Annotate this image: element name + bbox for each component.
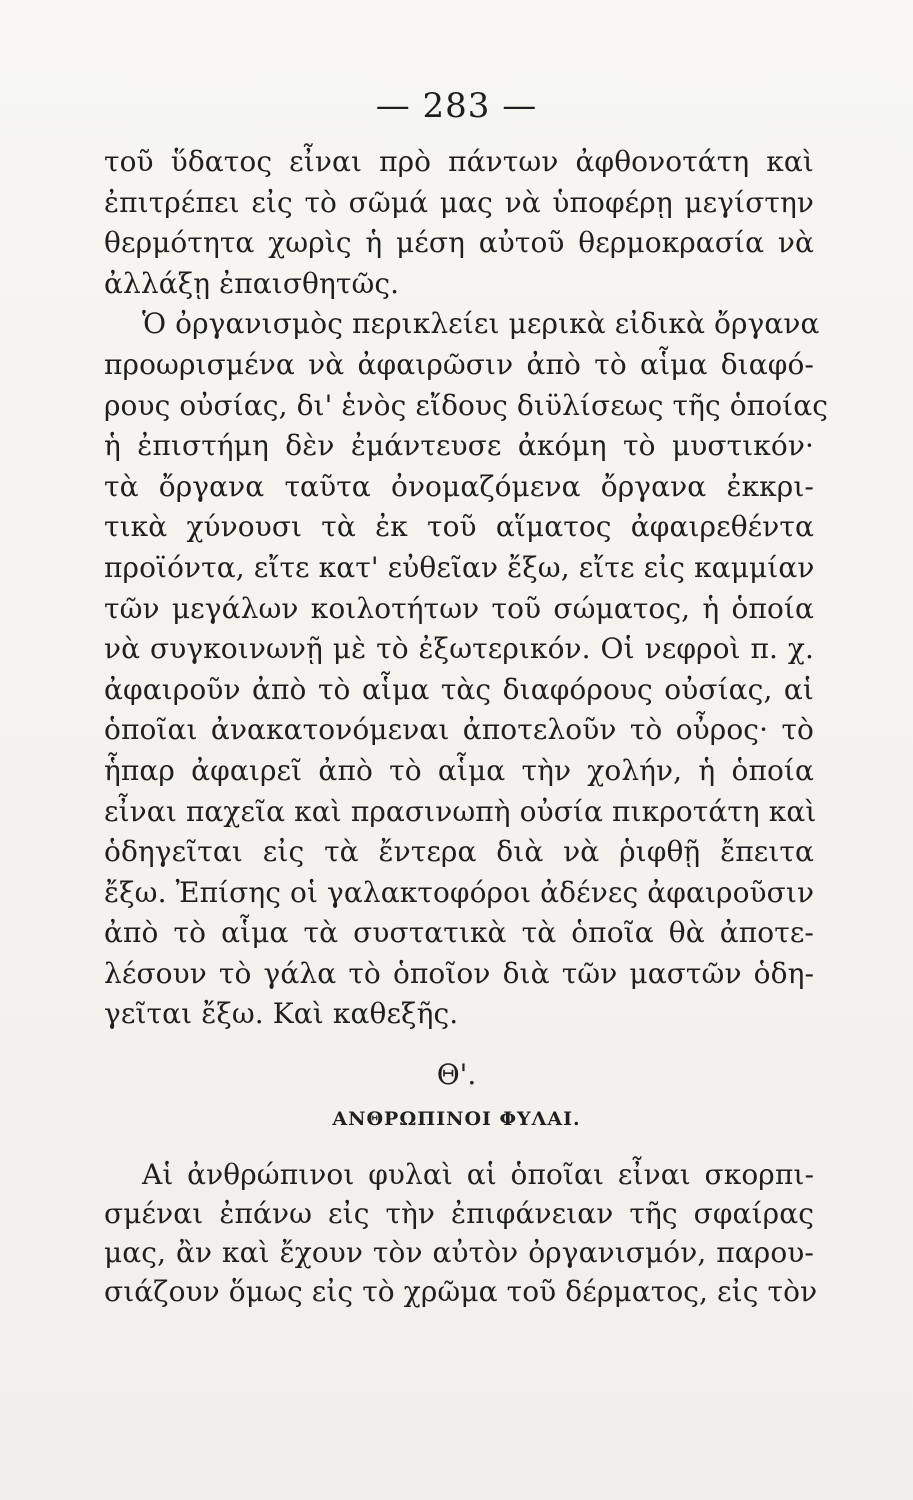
text-line: ἀφαιροῦν ἀπὸ τὸ αἷμα τὰς διαφόρους οὐσίας, αἱ: [104, 672, 814, 706]
text-line: μας, ἂν καὶ ἔχουν τὸν αὐτὸν ὀργανισμόν, παρου-: [104, 1236, 814, 1269]
text-line: εἶναι παχεῖα καὶ πρασινωπὴ οὐσία πικροτάτη καὶ: [104, 794, 817, 828]
text-line: γεῖται ἔξω. Καὶ καθεξῆς.: [104, 997, 459, 1031]
text-line: ἧπαρ ἀφαιρεῖ ἀπὸ τὸ αἷμα τὴν χολήν, ἡ ὁποία: [104, 753, 814, 787]
text-line: ἀλλάξῃ ἐπαισθητῶς.: [104, 266, 400, 300]
text-line: ὁποῖαι ἀνακατονόμεναι ἀποτελοῦν τὸ οὖρος· τὸ: [104, 713, 814, 747]
text-line: σμέναι ἐπάνω εἰς τὴν ἐπιφάνειαν τῆς σφαίρας: [104, 1197, 814, 1230]
text-line: ρους οὐσίας, δι' ἑνὸς εἴδους διϋλίσεως τῆς ὁποίας: [104, 388, 829, 422]
text-line: ἔξω. Ἐπίσης οἱ γαλακτοφόροι ἀδένες ἀφαιροῦσιν: [104, 875, 815, 909]
paragraph-excretory-organs: [104, 304, 829, 1035]
text-line: ὁδηγεῖται εἰς τὰ ἔντερα διὰ νὰ ῥιφθῇ ἔπειτα: [104, 835, 814, 869]
text-line: νὰ συγκοινωνῇ μὲ τὸ ἐξωτερικόν. Οἱ νεφροὶ π. χ.: [104, 632, 814, 666]
page-number: — 283 —: [375, 86, 538, 126]
section-number: Θ'.: [436, 1058, 477, 1091]
text-line: θερμότητα χωρὶς ἡ μέση αὐτοῦ θερμοκρασία νὰ: [104, 226, 814, 260]
text-line: ἀπὸ τὸ αἷμα τὰ συστατικὰ τὰ ὁποῖα θὰ ἀποτε-: [104, 916, 814, 950]
paragraph-continuation: [104, 142, 814, 304]
text-line: προωρισμένα νὰ ἀφαιρῶσιν ἀπὸ τὸ αἷμα διαφό-: [104, 347, 814, 381]
text-line: προϊόντα, εἴτε κατ' εὐθεῖαν ἔξω, εἴτε εἰς καμμίαν: [104, 550, 815, 584]
main-text: [104, 142, 829, 1035]
text-line: Αἱ ἀνθρώπινοι φυλαὶ αἱ ὁποῖαι εἶναι σκορπι-: [142, 1158, 814, 1191]
text-line: τοῦ ὕδατος εἶναι πρὸ πάντων ἀφθονοτάτη καὶ: [104, 145, 814, 178]
text-line: ἐπιτρέπει εἰς τὸ σῶμά μας νὰ ὑποφέρῃ μεγίστην: [104, 185, 814, 219]
text-line: τῶν μεγάλων κοιλοτήτων τοῦ σώματος, ἡ ὁποία: [104, 591, 814, 625]
section-title: ΑΝΘΡΩΠΙΝΟΙ ΦΥΛΑΙ.: [332, 1108, 581, 1130]
section-text: [104, 1155, 818, 1311]
text-line: ἡ ἐπιστήμη δὲν ἐμάντευσε ἀκόμη τὸ μυστικόν·: [104, 429, 814, 463]
text-line: Ὁ ὀργανισμὸς περικλείει μερικὰ εἰδικὰ ὄργανα: [142, 307, 820, 341]
text-line: τικὰ χύνουσι τὰ ἐκ τοῦ αἵματος ἀφαιρεθέντα: [104, 510, 814, 544]
text-line: τὰ ὄργανα ταῦτα ὀνομαζόμενα ὄργανα ἐκκρι-: [104, 469, 814, 503]
text-line: λέσουν τὸ γάλα τὸ ὁποῖον διὰ τῶν μαστῶν ὁδη-: [104, 956, 814, 990]
text-line: σιάζουν ὅμως εἰς τὸ χρῶμα τοῦ δέρματος, εἰς τὸν: [104, 1275, 818, 1308]
